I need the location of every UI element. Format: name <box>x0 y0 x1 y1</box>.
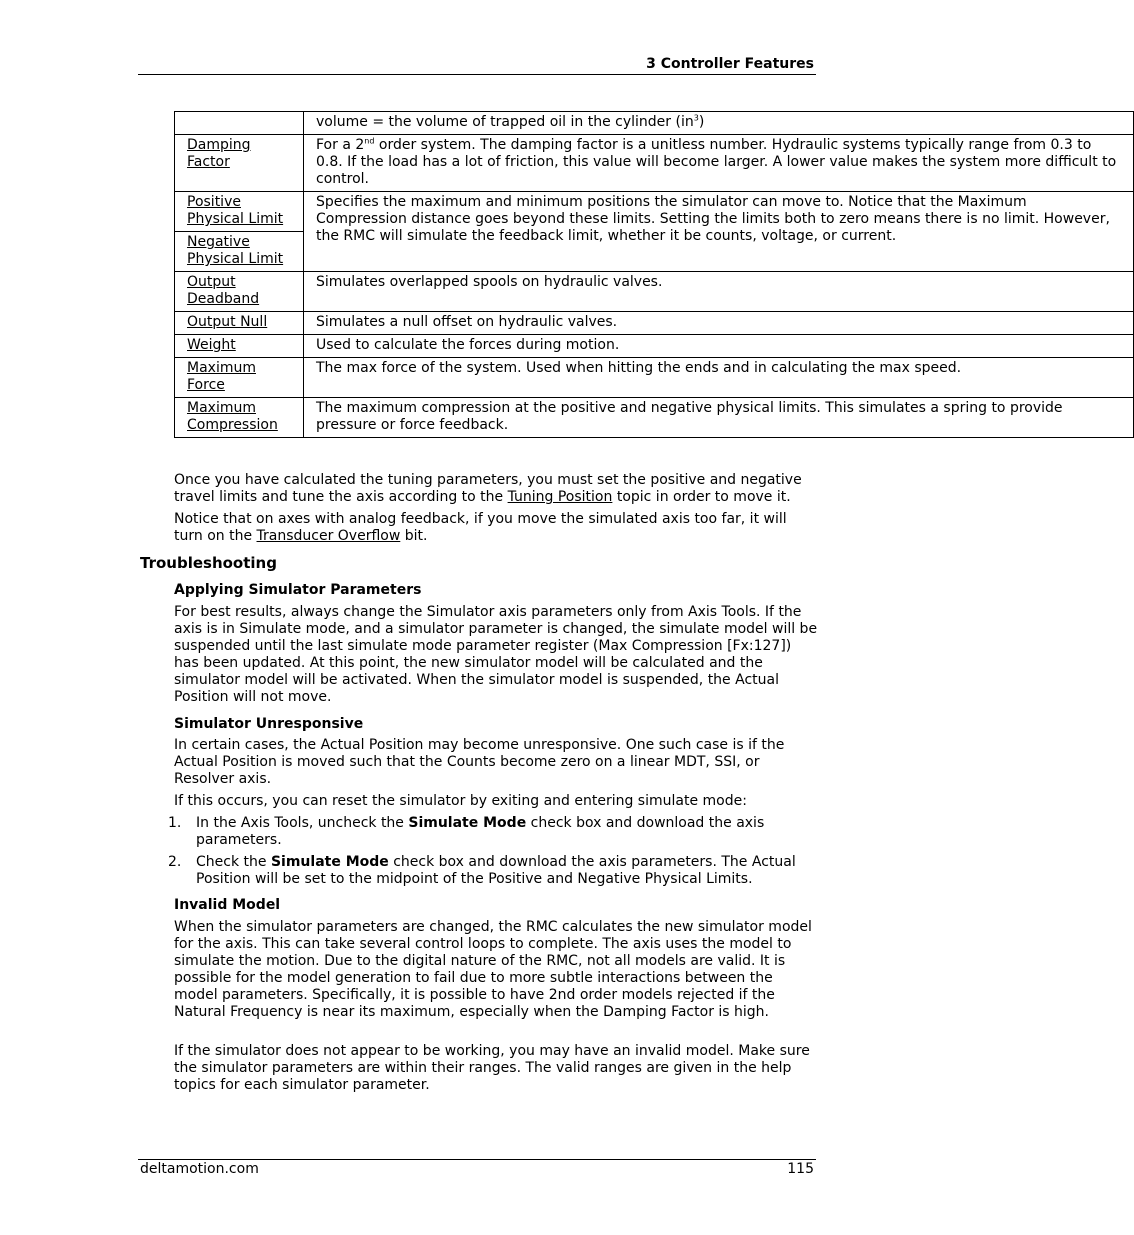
list-item <box>196 854 806 888</box>
desc-text: Simulates overlapped spools on hydraulic valves. <box>316 274 663 290</box>
damping-factor-link[interactable]: Damping Factor <box>187 137 251 170</box>
step-text: In the Axis Tools, uncheck the <box>196 815 409 831</box>
simulate-mode-label: Simulate Mode <box>408 815 527 831</box>
table-row <box>175 192 1134 232</box>
volume-text: volume = the volume of trapped oil in the cylinder (in <box>316 114 694 130</box>
description-cell <box>304 272 1134 312</box>
step-text: check box and download the axis parameters. <box>196 815 765 848</box>
output-null-link[interactable]: Output Null <box>187 314 268 330</box>
term-cell <box>175 232 304 272</box>
paragraph-text: For best results, always change the Simulator axis parameters only from Axis Tools. If the axis is in Simulate mode, and a simulator parameter is changed, the simulate model will be suspended until the last simulate mode parameter register (Max Compression [Fx:127]) has been updated. At this point, the new simulator model will be calculated and the simulator model will be activated. When the simulator model is suspended, the Actual Position will not move. <box>174 604 818 705</box>
table-row <box>175 358 1134 398</box>
simulate-mode-label: Simulate Mode <box>270 854 389 870</box>
parameter-table-container <box>174 111 1117 449</box>
invalid-model-heading: Invalid Model <box>174 897 281 913</box>
desc-text: Used to calculate the forces during motion. <box>316 337 620 353</box>
superscript: 3 <box>693 113 699 123</box>
term-cell <box>175 272 304 312</box>
positive-physical-limit-link[interactable]: Positive Physical Limit <box>187 194 284 227</box>
superscript: nd <box>364 136 375 146</box>
term-cell <box>175 312 304 335</box>
applying-parameters-heading: Applying Simulator Parameters <box>174 582 422 598</box>
paragraph-text: In certain cases, the Actual Position may become unresponsive. One such case is if the Actual Position is moved such that the Counts become zero on a linear MDT, SSI, or Resolver axis. <box>174 737 785 787</box>
weight-link[interactable]: Weight <box>187 337 236 353</box>
description-cell <box>304 135 1134 192</box>
paragraph-text: If the simulator does not appear to be working, you may have an invalid model. Make sure the simulator parameters are within their ranges. The valid ranges are given in the help topics for each simulator parameter. <box>174 1043 810 1093</box>
footer-site: deltamotion.com <box>140 1161 259 1177</box>
term-cell <box>175 135 304 192</box>
paragraph-text: If this occurs, you can reset the simulator by exiting and entering simulate mode: <box>174 793 747 809</box>
table-row <box>175 272 1134 312</box>
term-cell <box>175 358 304 398</box>
desc-text: Specifies the maximum and minimum positions the simulator can move to. Notice that the Maximum Compression distance goes beyond these limits. Setting the limits both to zero means there is no limit. However, the RMC will simulate the feedback limit, whether it be counts, voltage, or current. <box>316 194 1110 244</box>
list-item <box>196 815 806 849</box>
table-row <box>175 398 1134 438</box>
desc-text: The max force of the system. Used when hitting the ends and in calculating the max speed. <box>316 360 962 376</box>
simulator-unresponsive-heading: Simulator Unresponsive <box>174 716 364 732</box>
unresponsive-paragraph-2 <box>174 793 819 810</box>
term-cell <box>175 398 304 438</box>
desc-text: order system. The damping factor is a unitless number. Hydraulic systems typically range from 0.3 to 0.8. If the load has a lot of friction, this value will become larger. A lower value makes the system more difficult to control. <box>316 137 1117 187</box>
invalid-model-paragraph-1 <box>174 919 819 1021</box>
paragraph-text: Notice that on axes with analog feedback, if you move the simulated axis too far, it will turn on the <box>174 511 787 544</box>
table-row <box>175 135 1134 192</box>
chapter-title: 3 Controller Features <box>646 56 814 72</box>
paragraph-text: topic in order to move it. <box>612 489 791 505</box>
tuning-position-link[interactable]: Tuning Position <box>507 489 613 505</box>
intro-paragraph-2 <box>174 511 819 545</box>
description-cell <box>304 358 1134 398</box>
parameter-table <box>174 111 1134 438</box>
maximum-force-link[interactable]: Maximum Force <box>187 360 256 393</box>
paragraph-text: When the simulator parameters are changed, the RMC calculates the new simulator model for the axis. This can take several control loops to complete. The axis uses the model to simulate the motion. Due to the digital nature of the RMC, not all models are valid. It is possible for the model generation to fail due to more subtle interactions between the model parameters. Specifically, it is possible to have 2nd order models rejected if the Natural Frequency is near its maximum, especially when the Damping Factor is high. <box>174 919 812 1020</box>
page-number: 115 <box>787 1161 814 1177</box>
term-cell <box>175 112 304 135</box>
description-cell <box>304 335 1134 358</box>
table-row <box>175 312 1134 335</box>
term-cell <box>175 192 304 232</box>
unresponsive-paragraph-1 <box>174 737 819 788</box>
desc-text: For a 2 <box>316 137 365 153</box>
transducer-overflow-link[interactable]: Transducer Overflow <box>256 528 401 544</box>
desc-text: Simulates a null offset on hydraulic valves. <box>316 314 618 330</box>
header-rule <box>138 74 816 75</box>
description-cell <box>304 112 1134 135</box>
footer-rule <box>138 1159 816 1160</box>
description-cell <box>304 192 1134 272</box>
table-row <box>175 335 1134 358</box>
description-cell <box>304 312 1134 335</box>
paragraph-text: bit. <box>400 528 428 544</box>
desc-text: The maximum compression at the positive and negative physical limits. This simulates a spring to provide pressure or force feedback. <box>316 400 1063 433</box>
negative-physical-limit-link[interactable]: Negative Physical Limit <box>187 234 284 267</box>
paragraph-text: Once you have calculated the tuning parameters, you must set the positive and negative travel limits and tune the axis according to the <box>174 472 802 505</box>
table-row <box>175 112 1134 135</box>
volume-text-end: ) <box>698 114 705 130</box>
troubleshooting-heading: Troubleshooting <box>140 554 277 572</box>
description-cell <box>304 398 1134 438</box>
invalid-model-paragraph-2 <box>174 1043 819 1094</box>
list-item-number: 1. <box>168 815 182 831</box>
list-item-number: 2. <box>168 854 182 870</box>
output-deadband-link[interactable]: Output Deadband <box>187 274 260 307</box>
step-text: check box and download the axis parameters. The Actual Position will be set to the midpoint of the Positive and Negative Physical Limits. <box>196 854 796 887</box>
intro-paragraph-1 <box>174 472 819 506</box>
term-cell <box>175 335 304 358</box>
applying-parameters-text <box>174 604 819 706</box>
maximum-compression-link[interactable]: Maximum Compression <box>187 400 278 433</box>
step-text: Check the <box>196 854 271 870</box>
